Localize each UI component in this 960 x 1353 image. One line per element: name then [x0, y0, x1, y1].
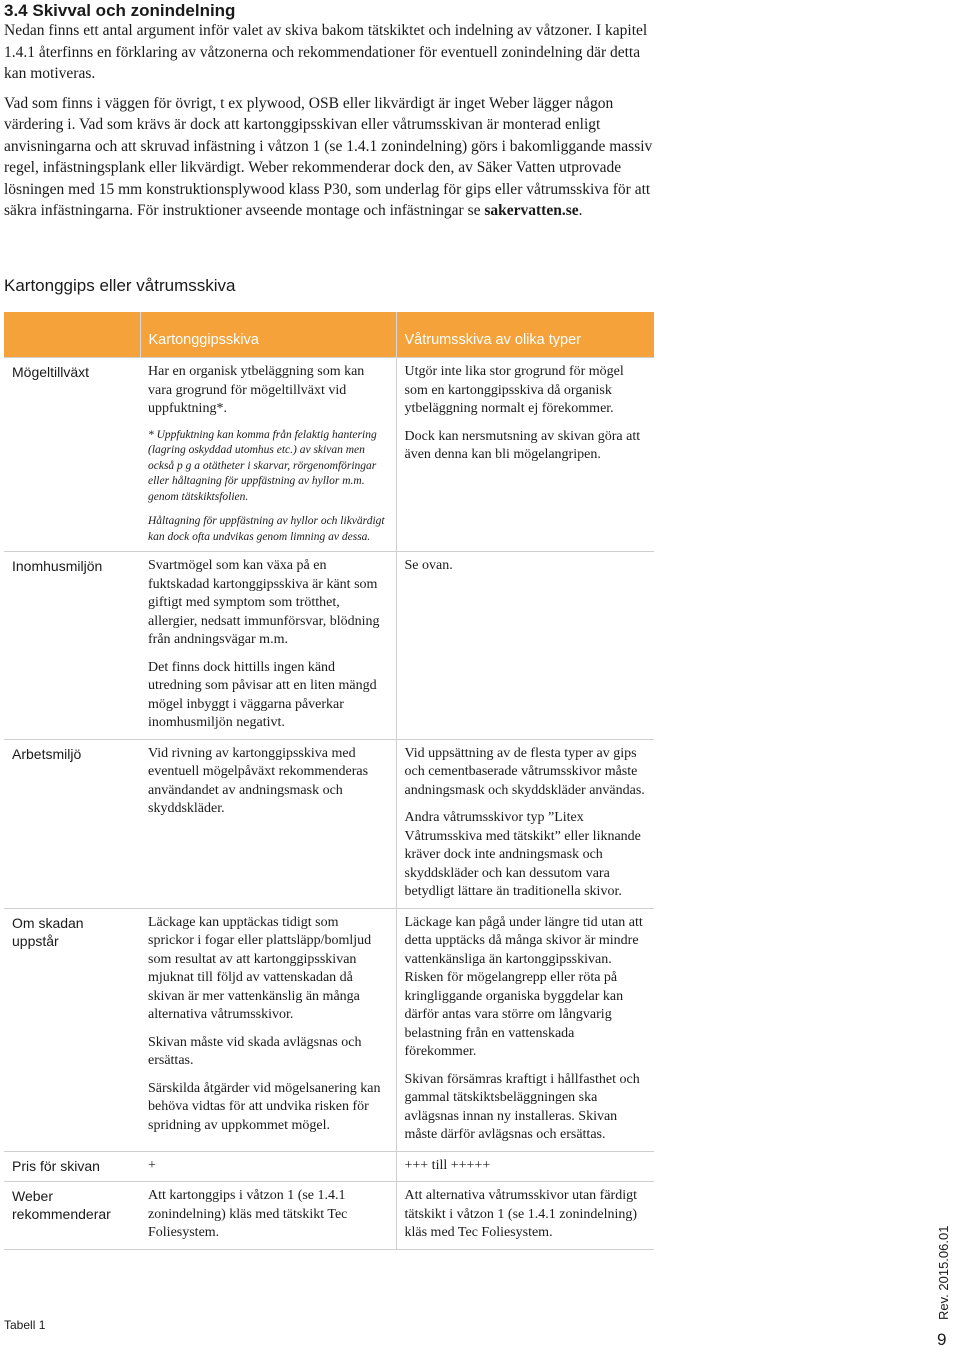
cell-paragraph: Skivan måste vid skada avlägsnas och ersättas. — [148, 1034, 362, 1068]
cell-vatrumsskiva — [396, 1151, 654, 1182]
table-row — [4, 1182, 654, 1250]
cell-kartonggips — [140, 908, 396, 1151]
cell-vatrumsskiva — [396, 739, 654, 908]
row-label-weber-rekommenderar: Weber rekommenderar — [4, 1182, 140, 1250]
table-row — [4, 739, 654, 908]
table-row — [4, 908, 654, 1151]
cell-paragraph: Har en organisk ytbeläggning som kan vara grogrund för mögeltillväxt vid uppfuktning*. — [148, 364, 365, 416]
cell-paragraph: Andra våtrumsskivor typ ”Litex Våtrumsskiva med tätskikt” eller liknande kräver dock inte andningsmask och skyddskläder och kan dessutom vara betydligt lättare än traditionella skivor. — [404, 810, 641, 899]
intro-paragraph-2-end: . — [578, 202, 583, 219]
cell-paragraph: Dock kan nersmutsning av skivan göra att även denna kan bli mögelangripen. — [404, 428, 641, 462]
header-kartonggipsskiva: Kartonggipsskiva — [140, 312, 396, 358]
intro-paragraph-2-text: Vad som finns i väggen för övrigt, t ex plywood, OSB eller likvärdigt är inget Weber lägger någon värdering i. Vad som krävs är dock att kartonggipsskivan eller våtrumsskivan är monterad enligt anvisningarna och att skruvad infästning i våtzon 1 (se 1.4.1 zonindelning) görs i bakomliggande massiv regel, infästningsplank eller likvärdigt. Weber rekommenderar dock den, av Säker Vatten utprovade lösningen med 15 mm konstruktionsplywood klass P30, som underlag för gips eller våtrumsskiva för att säkra infästningarna. För instruktioner avseende montage och infästningar se — [4, 94, 653, 219]
cell-paragraph: Svartmögel som kan växa på en fuktskadad kartonggipsskiva är känt som giftigt med symptom som trötthet, allergier, nedsatt immunförsvar, blödning från andningsvägar m.m. — [148, 558, 380, 647]
cell-paragraph: + — [148, 1157, 156, 1173]
table-header-row — [4, 312, 654, 358]
cell-paragraph: Vid rivning av kartonggipsskiva med eventuell mögelpåväxt rekommenderas användandet av andningsmask och skyddskläder. — [148, 745, 369, 816]
row-label-pris: Pris för skivan — [4, 1151, 140, 1182]
cell-kartonggips — [140, 739, 396, 908]
cell-paragraph: Det finns dock hittills ingen känd utredning som påvisar att en liten mängd mögel inbyggt i väggarna påverkar inomhusmiljön negativt. — [148, 659, 377, 730]
table-title: Kartonggips eller våtrumsskiva — [4, 276, 236, 295]
cell-paragraph: Läckage kan upptäckas tidigt som sprickor i fogar eller plattsläpp/bomljud som resultat av att kartonggipsskivan mjuknat till följd av vattenskadan då skivan är mer vattenkänslig än många alternativa våtrumsskivor. — [148, 914, 372, 1022]
table-row — [4, 1151, 654, 1182]
row-label-om-skadan-uppstar: Om skadan uppstår — [4, 908, 140, 1151]
intro-paragraph-2 — [4, 93, 654, 222]
sakervatten-link[interactable]: sakervatten.se — [484, 202, 579, 219]
cell-paragraph: Utgör inte lika stor grogrund för mögel som en kartonggipsskiva då organisk ytbeläggning normalt ej förekommer. — [404, 364, 624, 416]
cell-footnote: * Uppfuktning kan komma från felaktig hantering (lagring oskyddad utomhus etc.) av skivan men också p g a otätheter i skarvar, rörgenomföringar eller håltagning för uppfästning av hyllor m.m. genom tätskiktsfolien. — [148, 428, 377, 503]
cell-vatrumsskiva — [396, 552, 654, 740]
cell-paragraph: Läckage kan pågå under längre tid utan att detta upptäcks då många skivor är mindre vattenkänsliga än kartonggipsskivan. Risken för mögelangrepp eller röta på kringliggande organiska byggdelar kan därför antas vara större om långvarig belastning från en vattenskada förekommer. — [404, 914, 643, 1059]
cell-paragraph: Vid uppsättning av de flesta typer av gips och cementbaserade våtrumsskivor måste andningsmask och skyddskläder användas. — [404, 745, 645, 798]
cell-footnote: Håltagning för uppfästning av hyllor och likvärdigt kan dock ofta undvikas genom limning av dessa. — [148, 515, 385, 543]
cell-paragraph: Särskilda åtgärder vid mögelsanering kan behöva vidtas för att undvika risken för spridning av uppkommet mögel. — [148, 1080, 381, 1133]
table-row — [4, 358, 654, 552]
cell-paragraph: Att alternativa våtrumsskivor utan färdigt tätskikt i våtzon 1 (se 1.4.1 zonindelning) kläs med Tec Foliesystem. — [404, 1188, 638, 1240]
header-empty — [4, 312, 140, 358]
table-caption: Tabell 1 — [4, 1318, 46, 1332]
cell-kartonggips — [140, 1151, 396, 1182]
comparison-table — [4, 312, 654, 1250]
header-vatrumsskiva: Våtrumsskiva av olika typer — [396, 312, 654, 358]
cell-kartonggips — [140, 1182, 396, 1250]
intro-paragraph-1: Nedan finns ett antal argument inför valet av skiva bakom tätskiktet och indelning av våtzoner. I kapitel 1.4.1 återfinns en förklaring av våtzonerna och rekommendationer för eventuell zonindelning där detta kan motiveras. — [4, 22, 648, 82]
cell-kartonggips — [140, 552, 396, 740]
section-title: 3.4 Skivval och zonindelning — [4, 1, 236, 20]
cell-vatrumsskiva — [396, 1182, 654, 1250]
intro-text — [4, 20, 654, 230]
cell-paragraph: Se ovan. — [404, 558, 453, 573]
cell-vatrumsskiva — [396, 908, 654, 1151]
revision-label — [936, 1220, 956, 1320]
cell-paragraph: Att kartonggips i våtzon 1 (se 1.4.1 zonindelning) kläs med tätskikt Tec Foliesystem. — [148, 1188, 348, 1240]
cell-kartonggips — [140, 358, 396, 552]
cell-paragraph: +++ till +++++ — [404, 1157, 491, 1173]
row-label-inomhusmiljon: Inomhusmiljön — [4, 552, 140, 740]
cell-paragraph: Skivan försämras kraftigt i hållfasthet och gammal tätskiktsbeläggningen ska avlägsnas innan ny installeras. Skivan måste därför avlägsnas och ersättas. — [404, 1071, 640, 1142]
row-label-arbetsmiljo: Arbetsmiljö — [4, 739, 140, 908]
page-number: 9 — [937, 1330, 947, 1349]
cell-vatrumsskiva — [396, 358, 654, 552]
row-label-mogeltillvaxt: Mögeltillväxt — [4, 358, 140, 552]
table-row — [4, 552, 654, 740]
revision-text: Rev. 2015.06.01 — [936, 1225, 951, 1320]
